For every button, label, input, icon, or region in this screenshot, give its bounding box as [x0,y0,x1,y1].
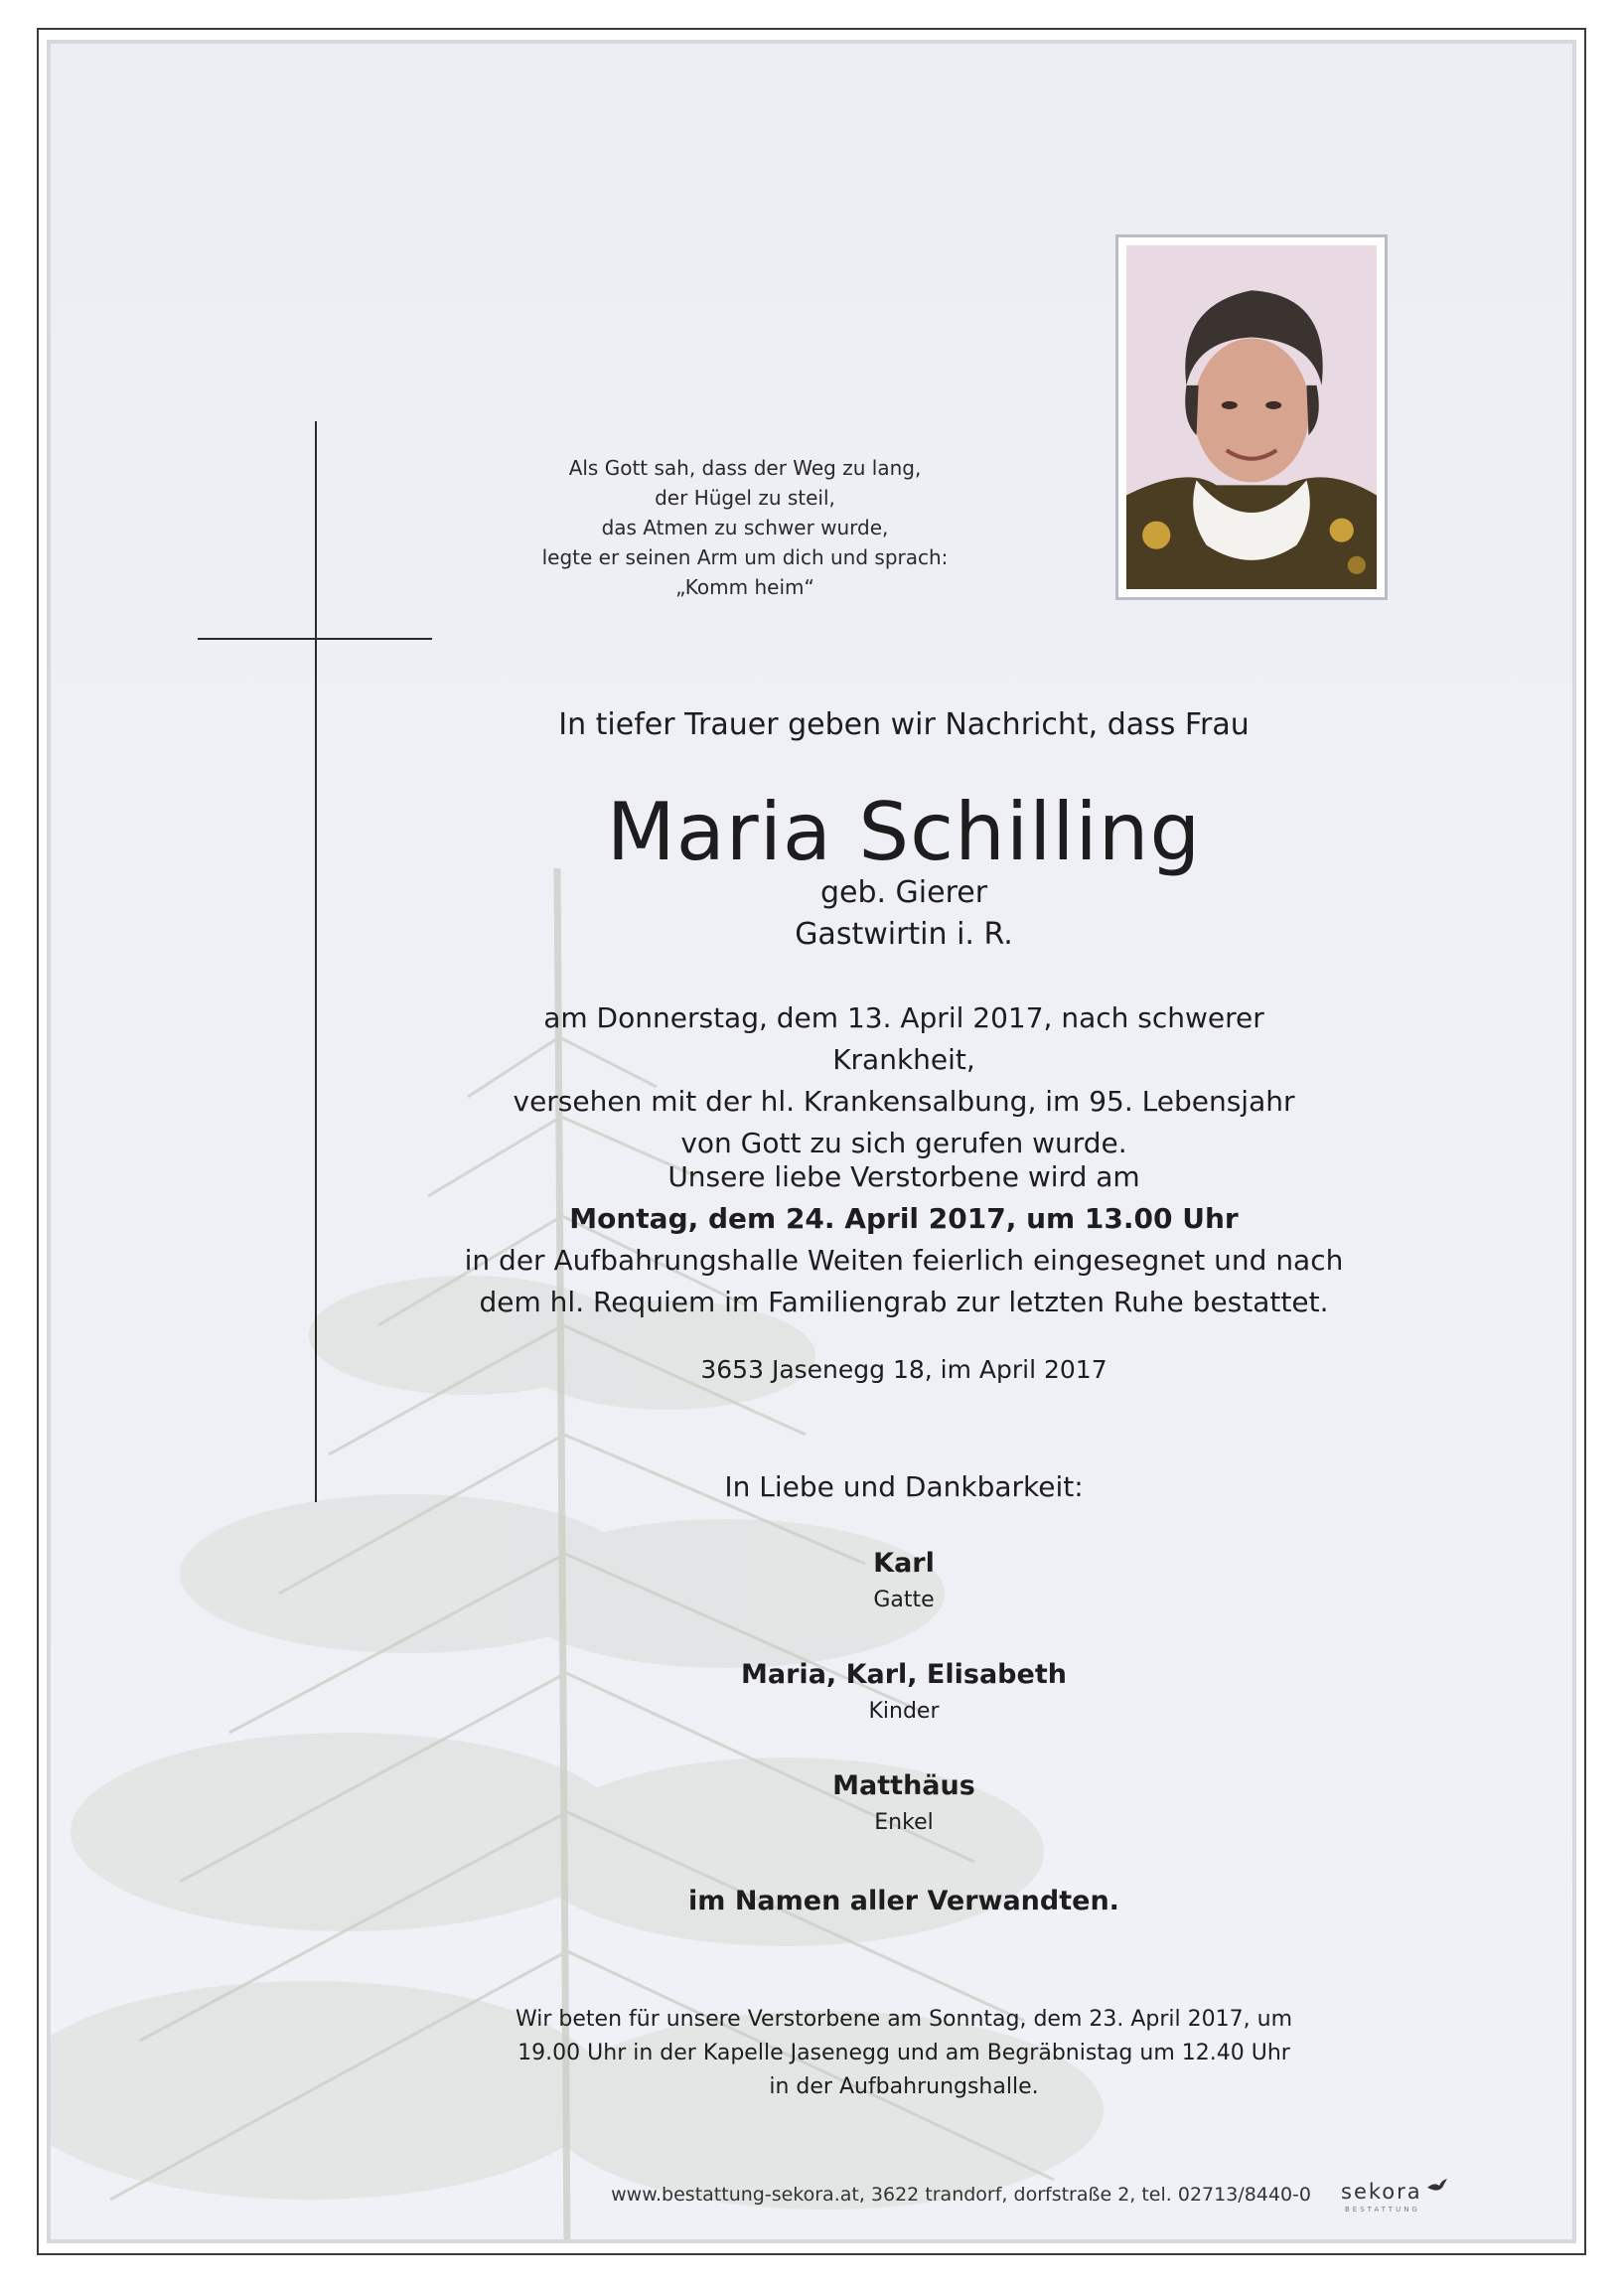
death-notice [477,997,1331,1164]
dove-icon [1426,2178,1448,2194]
family-member-role: Enkel [874,1810,934,1835]
funeral-line: dem hl. Requiem im Familiengrab zur letzten Ruhe bestattet. [479,1286,1329,1318]
cross-vertical-bar [315,421,317,1502]
prayer-line: in der Aufbahrungshalle. [769,2074,1039,2099]
poem-line: legte er seinen Arm um dich und sprach: [541,545,949,569]
logo-subtitle: BESTATTUNG [1345,2206,1420,2213]
prayer-notice [497,2003,1311,2104]
sekora-logo [1341,2176,1450,2215]
prayer-line: 19.00 Uhr in der Kapelle Jasenegg und am Begräbnistag um 12.40 Uhr [517,2041,1290,2065]
funeral-notice [457,1156,1351,1323]
poem [517,453,973,602]
death-line: am Donnerstag, dem 13. April 2017, nach schwerer Krankheit, [543,1001,1264,1076]
prayer-line: Wir beten für unsere Verstorbene am Sonntag, dem 23. April 2017, um [515,2007,1292,2032]
funeral-line: Unsere liebe Verstorbene wird am [667,1160,1140,1193]
deceased-name: Maria Schilling [606,786,1202,878]
announcement-intro: In tiefer Trauer geben wir Nachricht, dass Frau [558,707,1250,742]
funeral-line: in der Aufbahrungshalle Weiten feierlich eingesegnet und nach [464,1244,1344,1277]
occupation: Gastwirtin i. R. [795,917,1013,952]
portrait-photo [1126,245,1377,589]
place-date: 3653 Jasenegg 18, im April 2017 [700,1355,1107,1384]
relatives-closing: im Namen aller Verwandten. [688,1886,1119,1916]
poem-line: der Hügel zu steil, [655,486,835,510]
death-line: von Gott zu sich gerufen wurde. [680,1127,1127,1159]
footer-contact: www.bestattung-sekora.at, 3622 trandorf, dorfstraße 2, tel. 02713/8440-0 [611,2184,1311,2206]
family-member-role: Gatte [873,1588,935,1612]
family-member-role: Kinder [868,1699,940,1724]
poem-line: das Atmen zu schwer wurde, [601,516,889,539]
death-line: versehen mit der hl. Krankensalbung, im 95. Lebensjahr [513,1085,1295,1118]
cross-horizontal-bar [198,638,432,640]
mourners-heading: In Liebe und Dankbarkeit: [724,1470,1084,1503]
funeral-date: Montag, dem 24. April 2017, um 13.00 Uhr [569,1202,1239,1235]
family-member-name: Karl [873,1548,935,1579]
family-member-name: Maria, Karl, Elisabeth [741,1659,1067,1690]
poem-line: „Komm heim“ [675,575,814,599]
maiden-name: geb. Gierer [819,875,988,910]
poem-line: Als Gott sah, dass der Weg zu lang, [568,456,922,480]
logo-wordmark: sekora [1341,2180,1422,2204]
portrait-frame [1115,234,1388,600]
family-member-name: Matthäus [832,1770,975,1801]
